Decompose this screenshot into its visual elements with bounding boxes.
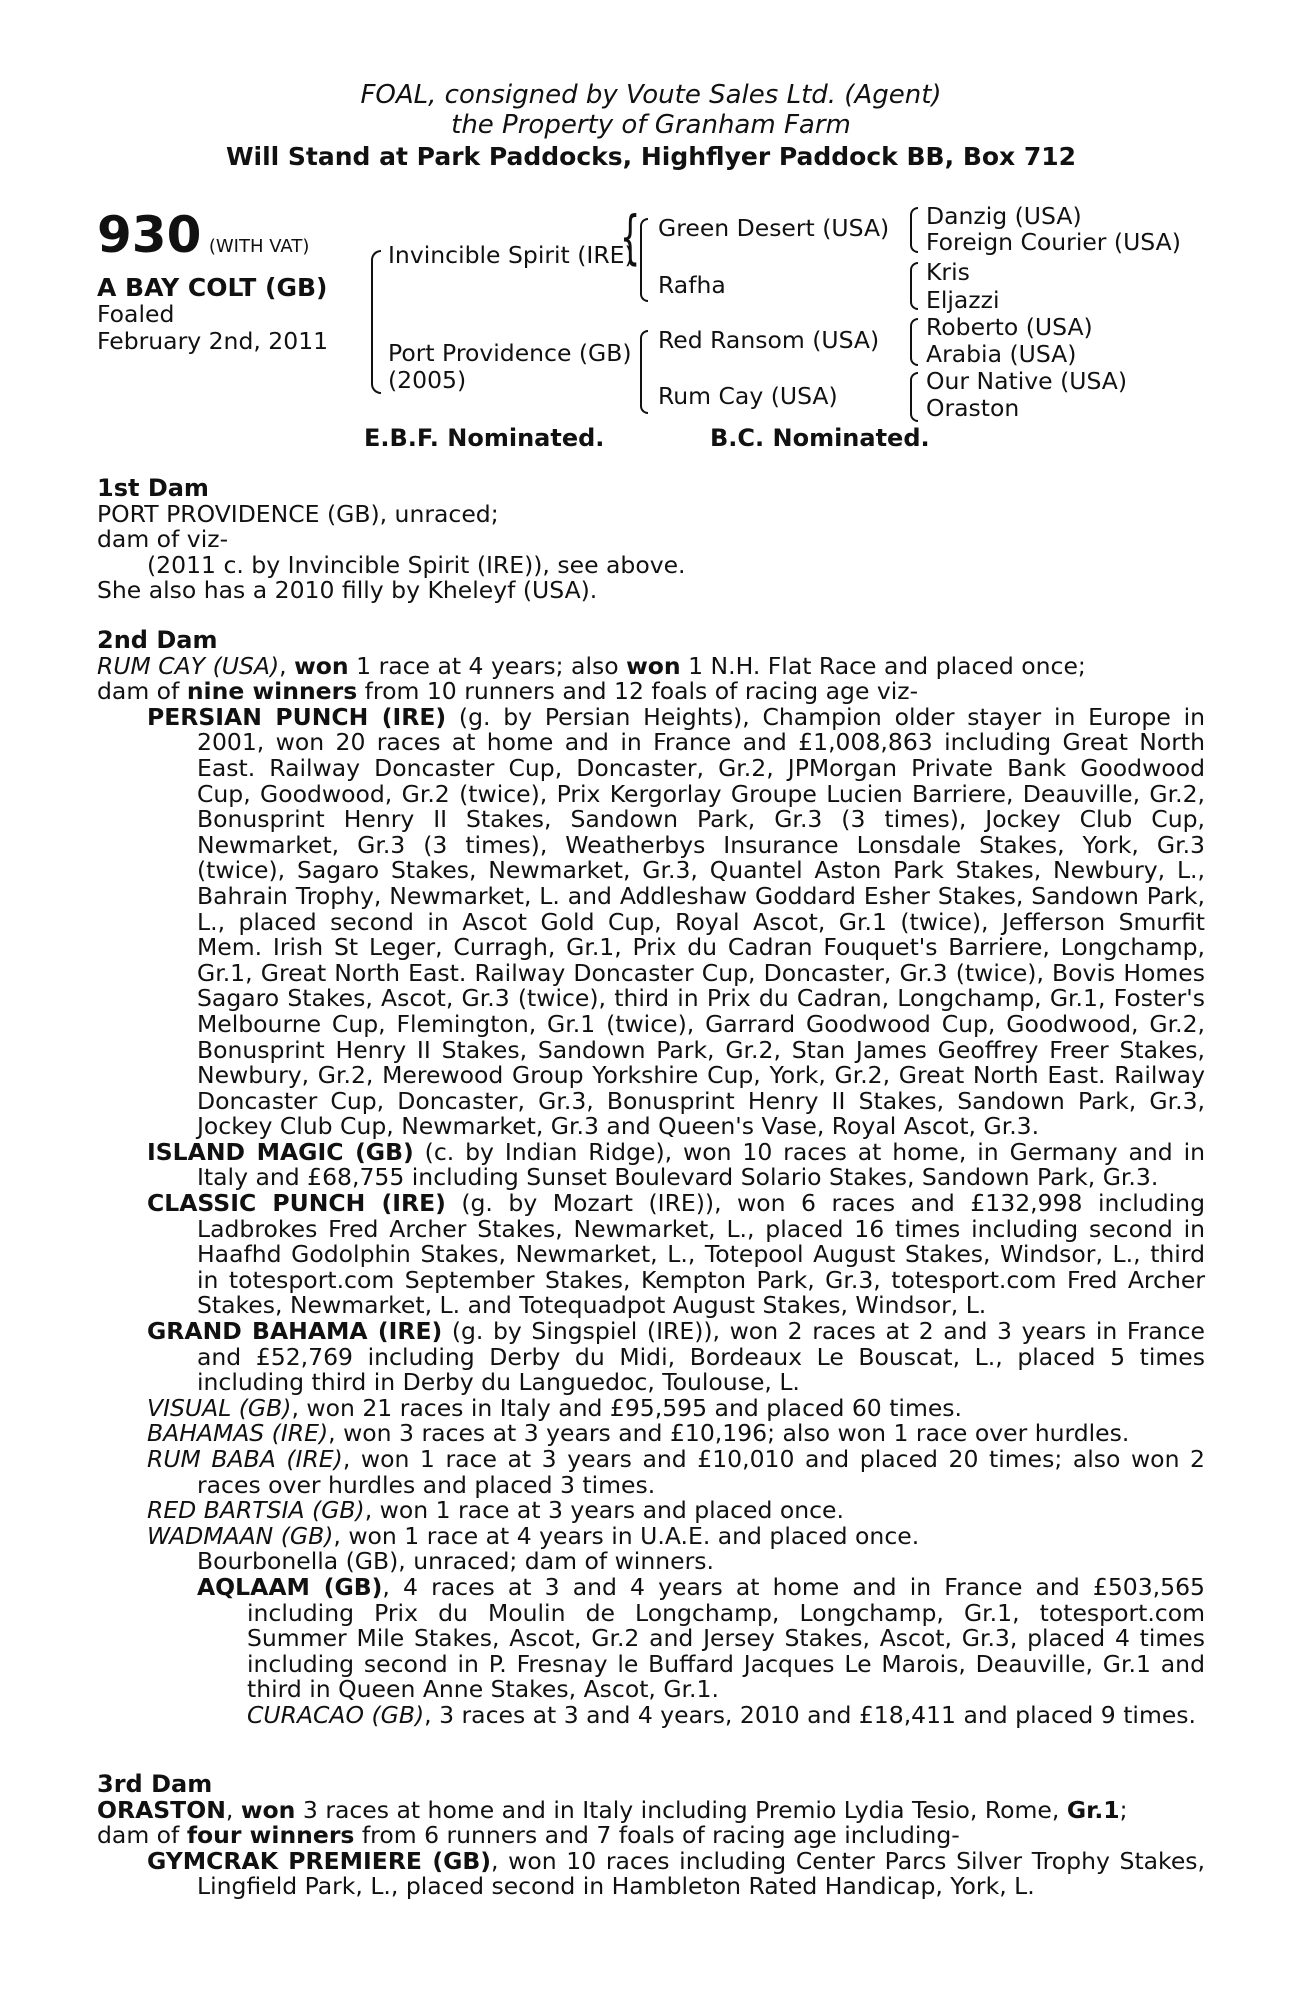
produce-entry: RED BARTSIA (GB), won 1 race at 3 years and placed once. [147, 1496, 844, 1525]
sire-line-brace: { [620, 203, 641, 271]
sire-dam-sire: Kris [926, 258, 970, 286]
produce-entry: BAHAMAS (IRE), won 3 races at 3 years and £10,196; also won 1 race over hurdles. [147, 1419, 1130, 1448]
dam-dam-dam: Oraston [926, 394, 1020, 422]
third-dam-heading: 3rd Dam [97, 1770, 213, 1798]
catalogue-header [97, 80, 1205, 172]
second-dam-record: dam of nine winners from 10 runners and 12 foals of racing age viz- [97, 677, 919, 706]
produce-entry: Bourbonella (GB), unraced; dam of winners. [197, 1547, 714, 1576]
property-line: the Property of Granham Farm [451, 110, 851, 140]
sire-sire-sire: Danzig (USA) [926, 202, 1082, 230]
lot-title: A BAY COLT (GB) [97, 273, 328, 302]
dam-sire: Red Ransom (USA) [658, 326, 880, 354]
grand-produce-entry: CURACAO (GB), 3 races at 3 and 4 years, 2010 and £18,411 and placed 9 times. [247, 1700, 1197, 1729]
ebf-nominated: E.B.F. Nominated. [364, 424, 605, 452]
first-dam-heading: 1st Dam [97, 474, 209, 502]
sire-parents-brace [640, 218, 648, 302]
produce-entry: WADMAAN (GB), won 1 race at 4 years in U.A.E. and placed once. [147, 1521, 920, 1550]
dam-year: (2005) [388, 366, 467, 394]
foaled-label: Foaled [97, 300, 175, 328]
second-dam-intro: RUM CAY (USA), won 1 race at 4 years; also won 1 N.H. Flat Race and placed once; [97, 651, 1086, 680]
grand-produce-entry: AQLAAM (GB), 4 races at 3 and 4 years at home and in France and £503,565 including Prix du Moulin de Longchamp, Longchamp, Gr.1, totesport.com Summer Mile Stakes, Ascot, Gr.2 and Jersey Stakes, Ascot, Gr.3, placed 4 times including second in P. Fresnay le Buffard Jacques Le Marois, Deauville, Gr.1 and third in Queen Anne Stakes, Ascot, Gr.1. [197, 1572, 1205, 1704]
second-dam-section [97, 628, 1205, 1729]
produce-entry: GRAND BAHAMA (IRE) (g. by Singspiel (IRE)), won 2 races at 2 and 3 years in France and £52,769 including Derby du Midi, Bordeaux Le Bouscat, L., placed 5 times including third in Derby du Languedoc, Toulouse, L. [147, 1317, 1205, 1397]
sire-sire-dam: Foreign Courier (USA) [926, 228, 1181, 256]
dam-parents-brace [640, 330, 648, 414]
sire-sire: Green Desert (USA) [658, 214, 890, 242]
sire-dam-dam: Eljazzi [926, 286, 1000, 314]
dam-sire-sire: Roberto (USA) [926, 313, 1093, 341]
third-dam-section [97, 1772, 1205, 1900]
gs1-brace [910, 207, 918, 253]
produce-entry: VISUAL (GB), won 21 races in Italy and £95,595 and placed 60 times. [147, 1393, 963, 1422]
bc-nominated: B.C. Nominated. [710, 424, 930, 452]
produce-entry: PERSIAN PUNCH (IRE) (g. by Persian Heights), Champion older stayer in Europe in 2001, won 20 races at home and in France and £1,008,863 including Great North East. Railway Doncaster Cup, Doncaster, Gr.2, JPMorgan Private Bank Goodwood Cup, Goodwood, Gr.2 (twice), Prix Kergorlay Groupe Lucien Barriere, Deauville, Gr.2, Bonusprint Henry II Stakes, Sandown Park, Gr.3 (3 times), Jockey Club Cup, Newmarket, Gr.3 (3 times), Weatherbys Insurance Lonsdale Stakes, York, Gr.3 (twice), Sagaro Stakes, Newmarket, Gr.3, Quantel Aston Park Stakes, Newbury, L., Bahrain Trophy, Newmarket, L. and Addleshaw Goddard Esher Stakes, Sandown Park, L., placed second in Ascot Gold Cup, Royal Ascot, Gr.1 (twice), Jefferson Smurfit Mem. Irish St Leger, Curragh, Gr.1, Prix du Cadran Fouquet's Barriere, Longchamp, Gr.1, Great North East. Railway Doncaster Cup, Doncaster, Gr.3 (twice), Bovis Homes Sagaro Stakes, Ascot, Gr.3 (twice), third in Prix du Cadran, Longchamp, Gr.1, Foster's Melbourne Cup, Flemington, Gr.1 (twice), Garrard Goodwood Cup, Goodwood, Gr.2, Bonusprint Henry II Stakes, Sandown Park, Gr.2, Stan James Geoffrey Freer Stakes, Newbury, Gr.2, Merewood Group Yorkshire Cup, York, Gr.2, Great North East. Railway Doncaster Cup, Doncaster, Gr.3, Bonusprint Henry II Stakes, Sandown Park, Gr.3, Jockey Club Cup, Newmarket, Gr.3 and Queen's Vase, Royal Ascot, Gr.3. [147, 702, 1205, 1141]
second-dam-heading: 2nd Dam [97, 626, 218, 654]
third-dam-intro: ORASTON, won 3 races at home and in Italy including Premio Lydia Tesio, Rome, Gr.1; [97, 1795, 1128, 1824]
sire-dam: Rafha [658, 271, 726, 299]
dam-dam-sire: Our Native (USA) [926, 367, 1128, 395]
first-dam-line: PORT PROVIDENCE (GB), unraced; [97, 499, 499, 528]
gs4-brace [910, 372, 918, 422]
location-line: Will Stand at Park Paddocks, Highflyer Paddock BB, Box 712 [225, 142, 1077, 171]
produce-entry: ISLAND MAGIC (GB) (c. by Indian Ridge), won 10 races at home, in Germany and in Italy and £68,755 including Sunset Boulevard Solario Stakes, Sandown Park, Gr.3. [147, 1137, 1206, 1192]
produce-entry: RUM BABA (IRE), won 1 race at 3 years and £10,010 and placed 20 times; also won 2 races over hurdles and placed 3 times. [147, 1445, 1205, 1499]
consignor-line: FOAL, consigned by Voute Sales Ltd. (Agent) [360, 80, 942, 110]
first-dam-line: dam of viz- [97, 525, 229, 554]
dam-dam: Rum Cay (USA) [658, 382, 838, 410]
first-dam-produce: (2011 c. by Invincible Spirit (IRE)), see above. [147, 550, 686, 579]
sire-dam-brace [371, 250, 381, 394]
first-dam-line: She also has a 2010 filly by Kheleyf (USA). [97, 576, 598, 605]
produce-entry: CLASSIC PUNCH (IRE) (g. by Mozart (IRE)), won 6 races and £132,998 including Ladbrokes Fred Archer Stakes, Newmarket, L., placed 16 times including second in Haafhd Godolphin Stakes, Newmarket, L., Totepool August Stakes, Windsor, L., third in totesport.com September Stakes, Kempton Park, Gr.3, totesport.com Fred Archer Stakes, Newmarket, L. and Totequadpot August Stakes, Windsor, L. [147, 1189, 1205, 1320]
dam-sire-dam: Arabia (USA) [926, 340, 1077, 368]
lot-number: 930 [97, 206, 202, 264]
dam-name: Port Providence (GB) [388, 339, 632, 367]
vat-label: (WITH VAT) [208, 236, 310, 257]
foaled-date: February 2nd, 2011 [97, 327, 329, 355]
first-dam-section [97, 476, 1205, 604]
produce-entry: GYMCRAK PREMIERE (GB), won 10 races including Center Parcs Silver Trophy Stakes, Lingfield Park, L., placed second in Hambleton Rated Handicap, York, L. [147, 1846, 1205, 1901]
gs3-brace [910, 318, 918, 366]
gs2-brace [910, 262, 918, 310]
sire-name: Invincible Spirit (IRE) [388, 241, 634, 269]
third-dam-record: dam of four winners from 6 runners and 7 foals of racing age including- [97, 1821, 960, 1850]
lot-number-row [97, 206, 310, 264]
